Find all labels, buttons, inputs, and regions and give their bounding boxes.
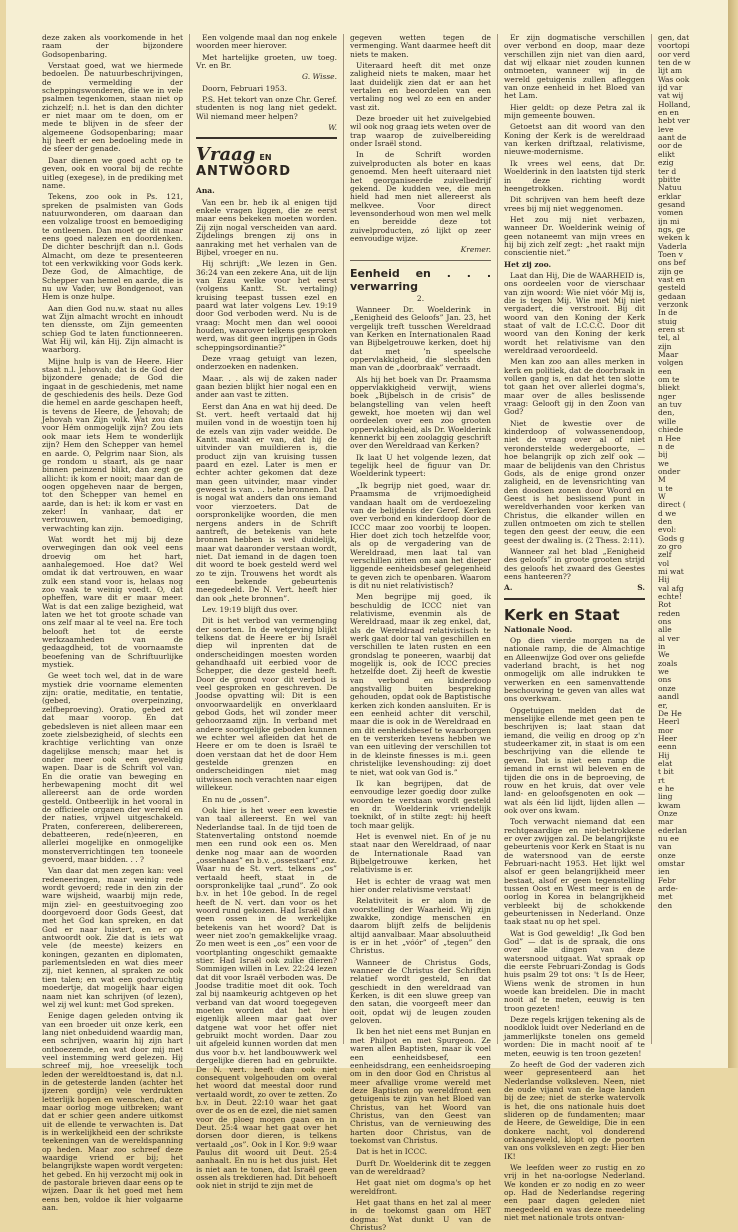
- fragment-line: vol: [658, 558, 670, 568]
- fragment-line: weken k: [658, 233, 690, 243]
- fragment-line: pbitte: [658, 174, 681, 184]
- paragraph: Het is echter de vraag wat men hier onder relativisme verstaat!: [350, 876, 491, 894]
- fragment-line: onze: [658, 683, 676, 693]
- column-rule: [343, 34, 344, 1044]
- fragment-line: oor verd: [658, 49, 691, 59]
- paragraph: Ik kan begrijpen, dat de eenvoudige lezer goedig door zulke woorden te verstaan wordt gesteld en dr. Woelderink vriendelijk toeknikt, of in stilte zegt: hij heeft toch maar gelijk.: [350, 778, 491, 830]
- paragraph: Hij schrijft: „We lezen in Gen. 36:24 van een zekere Ana, uit de lijn van Ezau welke voor het eerst (volgens Kantt. St. vertaling) kruising teepast tussen ezel en paard wat later volgens Lev. 19:19 door God verboden werd. Nu is de vraag: Mocht men dan wel ooooi houden, waarover telkens gesproken werd, was dit geen ingrijpen in Gods scheppingsordinantie?”: [196, 259, 337, 352]
- paragraph: Als hij het boek van Dr. Praamsma oppervlakkigheid verwijt, wiens boek „Bijbelsch in de crisis” de belangstelling van velen heeft gewekt, hoe moeten wij dan wel oordeelen over een zoo grooten oppervlakkigheid, als Dr. Woelderink kennerkt bij een zoolaggig geschrift over den Wereldraad van Kerken?: [350, 374, 491, 451]
- fragment-line: reden: [658, 608, 681, 618]
- paragraph: Relativiteit is er alom in de voorstelling der Waarheid. Wij zijn zwakke, zondige menschen en daarom blijft zelfs de belijdenis altijd aanvalbaar. Maar absoluutheid is er in het „vóór” of „tegen” den Christus.: [350, 896, 491, 956]
- paragraph: Dit is het verbod van vermenging der soorten. In de wetgeving blijkt telkens dat de Heere er bij Israël diep wil inprenten dat de onderscheidingen moesten worden gehandhaafd uit eerbied voor de Schepper, die deze gesteld heeft. Door de grond voor dit verbod is veel gesproken en geschreven. De Joodse opvatting wil: Dit is een onvoorwaardelijk en onverklaard gebod Gods, het wil zonder meer gehoorzaamd zijn. In verband met andere soortgelijke geboden kunnen we echter wel afleiden dat het de Heere er om te doen is Israël te doen verstaan dat het de door Hem gestelde grenzen en onderscheidingen niet mag uitwissen noch verachten naar eigen willekeur.: [196, 616, 337, 793]
- fragment-line: Maar: [658, 350, 679, 360]
- fragment-line: ter d: [658, 166, 677, 176]
- fragment-line: vomen: [658, 208, 684, 218]
- fragment-line: zoals: [658, 658, 678, 668]
- column-4: [504, 33, 645, 1223]
- quote: Men begrijpe mij goed, ik beschuldig de ICCC niet van relativisme, evenmin als de Wereldraad, maar ik zeg enkel, dat, als de Wereldraad relativistisch te werk gaat door tal van geschillen en verschillen te laten rusten en een grondslag te poneeren, waarbij dat mogelijk is, ook de ICCC precies hetzelfde doet. Zij heeft de kwestie van verbond en kinderdoop angstvallig buiten bespreking gehouden, opdat ook de Baptistische kerken zich konden aansluiten. Er is een eenheid achter dit verschil, maar die is ook in de Wereldraad en om dit eenheidsbesef te waarborgen en te versterken tevens hebben we van een uitleving der verschillen tot in de kleinste finesses is m.i. geen christelijke levenshouding: zij doet te niet, wat ook van God is.”: [350, 592, 491, 777]
- paragraph: We leefden weer zo rustig en zo vrij in het na-oorlogse Nederland. We konden er zo nodig en zo weer op. Had de Nederlandse regering een paar dagen geleden niet meegedeeld en was deze meedeling niet met nationale trots ontvan-: [504, 1162, 645, 1223]
- column-rule: [189, 34, 190, 1044]
- paragraph: P.S. Het tekort van onze Chr. Geref. studenten is nog lang niet gedekt. Wil niemand meer helpen?: [196, 95, 337, 121]
- fragment-line: ons: [658, 617, 672, 627]
- fragment-line: er,: [658, 700, 668, 710]
- paragraph: Tekens, zoo ook in Ps. 121, spreken de psalmisten van Gods natuurwonderen, om daaraan dan een volzalige troost en bemoediging te ontleenen. Dan moet ge dit maar eens goed nalezen en doordenken. De dichter beschrijft dan n.l. Gods Almacht, om deze te presenteeren tot een verkwikking voor Gods kerk. Deze God, de Almachtige, de Schepper van hemel en aarde, die is nu uw Vader, uw Bondgenoot, van Hem is onze hulpe.: [42, 192, 183, 302]
- column-rule: [497, 34, 498, 1044]
- paragraph: Hier geldt: op deze Petra zal ik mijn gemeente bouwen.: [504, 102, 645, 121]
- fragment-line: n de: [658, 441, 675, 451]
- fragment-line: an tuv: [658, 400, 682, 410]
- article-number: 2.: [416, 293, 425, 303]
- fragment-line: een: [658, 366, 672, 376]
- fragment-line: zo gro: [658, 541, 682, 551]
- fragment-line: zelf: [658, 550, 672, 560]
- signature: W.: [328, 123, 337, 133]
- fragment-line: bij: [658, 450, 668, 460]
- paragraph: Opgetuigen melden dat de menselijke ellende met geen pen te beschrijven is; laat staan dat iemand, die veilig en droog op z'n studeerkamer zit, in staat is om een beschrijving van die ellende te geven. Dat is niet een ramp die iemand in ernst wil beleven en de tijden die ons in de beproeving, de rouw en het kruis, dat over vele land- en geloofsgenoten en ook — wat als één lid lijdt, lijden allen — ook over ons kwam.: [504, 705, 645, 815]
- fragment-line: ezig: [658, 158, 674, 168]
- fragment-line: met: [658, 892, 673, 902]
- fragment-line: van: [658, 842, 672, 852]
- fragment-line: W: [658, 491, 666, 501]
- paragraph: Van een br. heb ik al enigen tijd enkele vragen liggen, die ze eerst maar eens bekeken moeten worden. Zij zijn nogal verscheiden van aard. Zijdelings brengen zij ons in aanraking met het verhalen van de Bijbel, vroeger en nu.: [196, 197, 337, 257]
- fragment-line: vat wij: [658, 91, 684, 101]
- fragment-line: ijn mi: [658, 216, 680, 226]
- fragment-line: eenn: [658, 742, 677, 752]
- fragment-line: ngs, ge: [658, 224, 686, 234]
- paragraph: Aan dien God nu.w. staat nu alles wat Zijn almacht wrocht en inhoudt ten diensste, om Zijn gemeenten schiep God te laten functionneeren. Wat Hij wil, kán Hij. Zijn almacht is waarborg.: [42, 303, 183, 355]
- fragment-line: mar: [658, 817, 674, 827]
- paragraph: Eenige dagen geleden ontving ik van een broeder uit onze kerk, een lang niet onbeduidend waardig man, een schrijven, waarin hij zijn hart ontboezemde, en wat door mij met veel instemming werd gelezen. Hij schreef mij, hoe vreeselijk toch leden der wereldtoestand is, dat n.l. in de getesterde landen (achter het ijzeren gordijn) vele verdrukten letterlijk hopen en wenschen, dat er maar oorlog moge uitbreken; want dat er schier geen andere uitkomst uit de ellende te verwachten is. Dat is in werkelijkheid een der schrikste teekeningen van de wereldspanning op heden. Maar zoo schreef deze waardige vriend er bij; het belangrijkste wapen wordt vergeten: het gebed. En hij verzocht mij ook in de pastorale brieven daar eens op te wijzen. Daar ik het goed met hem eens ben, voldoe ik hier volgaarne aan.: [42, 1011, 183, 1213]
- signature: Kremer.: [460, 245, 491, 255]
- fragment-line: Heerl: [658, 717, 680, 727]
- paragraph: Eerst dan Ana en wat hij deed. De St. vert. heeft vertaald dat hij muilen vond in de woestijn toen hij de ezels van zijn vader weidde. De Kantt. maakt er van, dat hij de uitvinder van muildieren is, die product zijn van kruising tussen paard en ezel. Later is men er echter achter gekomen dat deze man geen uitvinder, maar vinder geweest is van. . . hete bronnen. Dat is nogal wat anders dan ons iemand voor vierzoeters. Dat de oorspronkelijke woorden, die men nergens anders in de Schrift aantreft, de betekenis van hete bronnen hebben is wel duidelijk, maar wat daaronder verstaan wordt, niet. Dat iemand in de dagen toen dit woord te boek gesteld werd wel zo te zijn. Trouwens het wordt als een bekende gebeurtenis meegedeeld. De N. Vert. heeft hier dan ook „hete bronnen”.: [196, 401, 337, 603]
- section-divider: [350, 260, 491, 261]
- author-initials: [504, 584, 645, 592]
- fragment-line: Vaderla: [658, 241, 687, 251]
- paragraph: Mijne hulp is van de Heere. Hier staat n.l. Jehovah; dat is de God der bijzondere genade; de God die ingaat in de geschiedenis, met name de geschiedenis des heils. Deze God die hemel en aarde geschapen heeft, is tevens de Heere, de Jehovah; de Jehovah van Zijn volk. Wat zou dan voor Hém onmogelijk zijn? Zou iets ook maar iets Hem te wonderlijk zijn? Hem den Schepper van hemel en aarde. O, Pelgrim naar Sion, als ge rondom u staart, als ge naar binnen peinzend blikt, dan zegt ge allicht: ik kom er nooit; maar dan de oogen opgeheven naar de bergen, tot den Schepper van hemel en aarde, dan is het: ik kom er vast en zeker! In vanhaar, dat er vertrouwen, bemoediging, verwachting kan zijn.: [42, 356, 183, 533]
- fragment-line: Onze: [658, 808, 678, 818]
- fragment-line: val afg: [658, 583, 684, 593]
- fragment-line: ijd var: [658, 83, 683, 93]
- fragment-line: kwam: [658, 800, 681, 810]
- fragment-line: eren st: [658, 325, 685, 335]
- paragraph: Wat is God geweldig! „Ik God ben God” — dat is de spraak, die ons over alle dingen van deze watersnood uitgaat. Wat spraak op die eerste Februari-Zondag is Gods huis psalm 29 tot ons: 't Is de Heer, Wiens wenk de stromen in hun woede kan breidelen. Die in macht nooit af te meten, eeuwig is ten troon gezeten!: [504, 928, 645, 1013]
- paragraph: Ook hier is het weer een kwestie van taal allereerst. En wel van Nederlandse taal. In de tijd toen de Statenvertaling ontstond noemde men een rund ook een os. Men denke nog maar aan de woorden „ossenhaas” en b.v. „ossestaart” enz. Waar nu de St. vert. telkens „os” vertaald heeft, staat in de oorspronkelijke taal „rund”. Zo ook b.v. in het 10e gebod. In de regel heeft de N. vert. dan voor os het woord rund gekozen. Had Israël dan geen ossen in de werkelijke betekenis van het woord? Dat is weer niet zoo'n gemakkelijke vraag. Zo men weet is een „os” een voor de voortplanting ongeschikt gemaakte stier. Had Israël ook zulke dieren? Sommigen willen in Lev. 22:24 lezen dat dit voor Israël verboden was. De Joodse traditie moet dit ook. Toch zal bij naamkeurig achtgeven op het verband van dat woord toegegeven moeten worden dat het hier eigenlijk alleen maar gaat over datgene wat voor het offer niet gebruikt mocht worden. Daar zou uit afgeleid kunnen worden dat men dus voor b.v. het landbouwwerk wel dergelijke dieren had en gebruikte. De N. vert. heeft dan ook niet consequent volgehouden om overal het woord dat meestal door rund vertaald wordt, zo over te zetten. Zo b.v. in Deut. 22:10 waar het gaat over de os en de ezel, die niet samen voor de ploeg mogen gaan en in Deut. 25:4 waar het gaat over het dorsen door dieren, is telkens vertaald „os”. Ook in I Kor. 9:9 waar Paulus dit woord uit Deut. 25:4 aanhaalt. En nu is het dus juist. Het is niet aan te tonen, dat Israël geen ossen als trekdieren had. Dit behoeft ook niet in strijd te zijn met de: [196, 805, 337, 1191]
- paragraph: Ge weet toch wel, dat in de ware mystiek drie voorname elementen zijn: oratie, meditatie, en tentatie, (gebed, overpeinzing, zelfbeproeving). Oratio, gebed zet dat maar voorop. En dat gebedsleven is niet alleen maar een zoete zielsbezigheid, of slechts een krachtige verlichting van onze dagelijkse mensch; maar het is onder meer ook een geweldig wapen. Daar is de Schrift vol van. En die oratie van beweging en herbewapening mocht dit wel allereerst aan de orde worden gesteld. Ontbeerlijk in het vooral in de officieele organen der wereld en der naties, vrijwel uitgeschakeld. Praten, conferereen, deliberereen, debatteeren, rede(n)eeren, en allerlei mogelijke en onmogelijke monsterverrichtingen ten tooneele gevoerd, maar bidden. . . ?: [42, 671, 183, 864]
- paragraph: Durft Dr. Woelderink dit te zeggen van de wereldraad?: [350, 1158, 491, 1176]
- paragraph: In de Schrift worden zuivelproducten als boter en kaas genoemd. Men heeft uiteraard niet het georganiseerde zuivelbedrijf gekend. De kudden vee, die men hield had men niet allereerst als melkvee. Voor direct levensonderhoud won men wel melk en bereidde deze tot zuivelproducten, zó lijkt op zeer eenvoudige wijze.: [350, 150, 491, 243]
- heading-en: EN: [259, 153, 272, 163]
- paragraph: Maar. . . als wij de zaken nader gaan bezien blijkt hier nogal een en ander aan vast te zitten.: [196, 373, 337, 400]
- paragraph: Een volgende maal dan nog enkele woorden meer hierover.: [196, 33, 337, 51]
- fragment-line: arde-: [658, 884, 678, 894]
- fragment-line: direct (: [658, 500, 686, 510]
- paragraph: Wat wordt het mij bij deze overwegingen dan ook veel eens droevig om het hart, aanhalegemoed. Hoe dat? Wel omdat ik dat vertrouwen, en waar zulk een stand voor is, helaas nog zoo vaak te weinig voedt. O, dat opheffen, ware dit er maar meer. Wat is dat een zalige bezigheid, wat laten we het tot groote schade van ons zelf maar al te veel na. Ere toch belooft het tot de eerste werkzaamheden van de gedaagdheid, tot de voornaamste beoefening van de Schriftuurlijke mystiek.: [42, 534, 183, 670]
- fragment-line: Gods g: [658, 533, 685, 543]
- paragraph: Deze broeder uit het zuivelgebied wil ook nog graag iets weten over de trap waarop de zuivelbereiding onder Israël stond.: [350, 114, 491, 149]
- fragment-line: ten de w: [658, 58, 691, 68]
- paragraph: Wanneer Dr. Woelderink in „Eenigheid des Geloofs” Jan. 23, het vergelijk treft tusschen Wereldraad van Kerken en Internationalen Raad van Bijbelgetrouwe kerken, doet hij dat met ’n speelsche oppervlakkigheid, die slechts den man van de „doorbraak” verraadt.: [350, 304, 491, 373]
- fragment-line: voortopi: [658, 41, 690, 51]
- paragraph: Getoetst aan dit woord van den Koning der Kerk is de wereldraad van kerken driftzaal, relativisme, nieuwe-modernisme.: [504, 122, 645, 157]
- fragment-line: in: [658, 642, 666, 652]
- fragment-line: zijn: [658, 341, 672, 351]
- fragment-line: We: [658, 650, 670, 660]
- section-divider: [504, 598, 645, 600]
- fragment-line: echte!: [658, 592, 682, 602]
- fragment-line: wille: [658, 416, 677, 426]
- fragment-line: gedaan: [658, 291, 686, 301]
- paragraph: Het gaat niet om dogma's op het wereldfront.: [350, 1178, 491, 1196]
- paragraph: Dat is het in ICCC.: [356, 1147, 428, 1157]
- paragraph: Het gaat thans en het zal al meer in de toekomst gaan om HET dogma: Wat dunkt U van de Christus?: [350, 1198, 491, 1232]
- fragment-line: ederlan: [658, 825, 687, 835]
- fragment-line: gesteld: [658, 283, 686, 293]
- subheading: Nationale Nood.: [504, 624, 573, 634]
- newspaper-page: [6, 0, 729, 1232]
- paragraph: Verstaat goed, wat we hiermede bedoelen. De natuurbeschrijvingen, de vermelding der scheppingswonderen, die we in vele psalmen tegenkomen, staan niet op zichzelf; n.l. het is dan den dichter er niet maar om te doen, om er mede te blijven in de sfeer der algemeene Godsopenbaring; maar hij heeft er een bedoeling mede in de sfeer der genade.: [42, 61, 183, 154]
- fragment-line: elikt: [658, 149, 675, 159]
- paragraph: Niet de kwestie over de kinderdoop of volwassenendoop, niet de vraag over al of niet veronderstelde wedergeboorte, — hoe belangrijk op zich zelf ook — maar de belijdenis van den Christus Gods, als de enige grond onzer zaligheid, en de levensrichting van den doodsen zonen door Woord en Geest is het beslissend punt in wereldverhanden voor kerken van Christus, die elkander willen en zullen ontmoeten om zich te stellen tegen den geest der eeuw, die een geest der dwaling is. (2 Thess. 2:11).: [504, 418, 645, 545]
- fragment-line: ons bef: [658, 258, 686, 268]
- fragment-line: aandl: [658, 692, 679, 702]
- fragment-line: den: [658, 516, 673, 526]
- quote: „Ik begrijp niet goed, waar dr. Praamsma de vrijmoedigheid vandaan haalt om de verdoezeling van de belijdenis der Geref. Kerken over verbond en kinderdoop door de ICCC maar zoo voorbij te loopen. Hier doet zich toch hetzelfde voor, als op de vergadering van de Wereldraad, men laat tal van verschillen zitten om aan het dieper liggende eenheidsbesef gelegenheid te geven zich te openbaren. Waarom is dit nu niet relativistisch?: [350, 480, 491, 590]
- article-title-kerk-en-staat: Kerk en Staat: [504, 605, 620, 624]
- fragment-line: stuig: [658, 316, 677, 326]
- initial-a: A.: [504, 583, 513, 593]
- fragment-line: rt: [658, 775, 665, 785]
- fragment-line: Febr: [658, 875, 676, 885]
- page-edge: [728, 0, 738, 1068]
- fragment-line: e he: [658, 783, 675, 793]
- paragraph: Uiteraard heeft dit met onze zaligheid niets te maken, maar het laat duidelijk zien dat er aan het vertalen en beoordelen van een vertaling nog wel zo een en ander vast zit.: [350, 61, 491, 112]
- article-title-eenheid: Eenheid en . . . verwarring: [350, 266, 491, 293]
- fragment-line: nger: [658, 391, 676, 401]
- paragraph: Deze regels krijgen tekening als de noodklok luidt over Nederland en de jammerlijkste tonelen ons gemeld worden: Die in macht nooit af te meten, eeuwig is ten troon gezeten!: [504, 1015, 645, 1058]
- fragment-line: aant de: [658, 133, 687, 143]
- fragment-line: bliekt: [658, 383, 680, 393]
- paragraph: Lev. 19:19 blijft dus over.: [202, 604, 298, 614]
- paragraph: Wanneer zal het blad „Eenigheid des geloofs” in groote grooten strijd des geloofs het zwaard des Geestes eens hanteeren??: [504, 546, 645, 581]
- fragment-line: mor: [658, 725, 674, 735]
- fragment-lines: [658, 34, 726, 910]
- fragment-line: ien: [658, 867, 670, 877]
- fragment-line: ons: [658, 675, 672, 685]
- fragment-line: onder: [658, 466, 681, 476]
- fragment-line: gesand: [658, 199, 686, 209]
- column-1: [42, 33, 183, 1213]
- paragraph: Het zij zoo.: [504, 259, 552, 269]
- column-2: [196, 33, 337, 1191]
- fragment-line: u te: [658, 483, 673, 493]
- fragment-line: omstar: [658, 859, 685, 869]
- fragment-line: Holland,: [658, 99, 691, 109]
- fragment-line: t bit: [658, 767, 674, 777]
- fragment-line: oor de: [658, 141, 683, 151]
- fragment-line: mi wat: [658, 567, 684, 576]
- paragraph: Van daar dat men zegen kan: veel redeneeringen, maar weinig rede wordt gevoerd; rede in den zin der ware wijsheid, waarbij mijn rede, mijn ziel- en geestuitvoeging zoo doorgevoerd door Gods Geest, dat met het God kan spreken, en dat God er naar luistert, en er op antwoordt ook. Zie dat is iets wat vele (de meeste) keizers en koningen, gezanten en diplomaten, parlementsleden en wat dies meer zij, niet kennen, al spraken ze ook tien talen; en wat een godvruchtig moedertje, dat mogelijk haar eigen naam niet kan schrijven (of lezen), wel zij wel kunt: met God spreken.: [42, 866, 183, 1009]
- fragment-line: leve: [658, 124, 674, 134]
- fragment-line: n Hee: [658, 433, 681, 443]
- paragraph: Ik ben het niet eens met Bunjan en met Philpot en met Spurgeon. Ze waren allen Baptisten, maar ik voel een eenheidsbesef, een eenheidsdrang, een eenheidsroeping om in den door God en Christus al meer afvallige vrome wereld met deze Baptisten op wereldfront een getuigenis te zijn van het Bloed van Christus, van het Woord van Christus, van den Geest van Christus, van de vernieuwing des harten door Christus, van de toekomst van Christus.: [350, 1027, 491, 1145]
- fragment-line: gen, dat: [658, 33, 690, 42]
- vraag-en-antwoord-heading: [196, 146, 337, 179]
- fragment-line: M: [658, 475, 666, 485]
- fragment-line: hebt ver: [658, 116, 690, 126]
- fragment-line: vast en: [658, 274, 686, 284]
- fragment-line: en en: [658, 108, 679, 118]
- fragment-line: volgen: [658, 358, 684, 368]
- paragraph: Het is evenwel niet. En of je nu staat naar den Wereldraad, of naar de Internationale Raad van Bijbelgetrouwe kerken, het relativisme is er.: [350, 831, 491, 875]
- fragment-line: onze: [658, 850, 676, 860]
- paragraph: Daar dienen we goed acht op te geven, ook en vooral bij de rechte uitleg (exegese), in de prediking met name.: [42, 155, 183, 190]
- section-divider: [196, 137, 337, 139]
- fragment-line: evol:: [658, 525, 677, 535]
- paragraph: Er zijn dogmatische verschillen over verbond en doop, maar deze verschillen zijn niet van dien aard, dat wij elkaar niet zouden kunnen ontmoeten, wanneer wij in de wereld getuigenis zullen afleggen van onze eenheid in het Bloed van het Lam.: [504, 33, 645, 101]
- fragment-line: den,: [658, 408, 675, 418]
- paragraph: deze zaken als voorkomende in het raam der bijzondere Godsopenbaring.: [42, 33, 183, 59]
- fragment-line: ling: [658, 792, 673, 802]
- paragraph: Met hartelijke groeten, uw toeg. Vr. en Br.: [196, 52, 337, 71]
- fragment-line: we: [658, 667, 669, 677]
- subheading: Ana.: [196, 186, 215, 196]
- column-5-fragment: [658, 34, 726, 1044]
- fragment-line: Hij: [658, 575, 670, 585]
- fragment-line: alle: [658, 625, 672, 635]
- paragraph: gegeven wetten tegen de vermenging. Want daarmee heeft dit niets te maken.: [350, 33, 491, 59]
- fragment-line: we: [658, 458, 669, 468]
- fragment-line: d we: [658, 508, 677, 518]
- fragment-line: Rot: [658, 600, 672, 610]
- paragraph: En nu de „ossen”.: [202, 794, 270, 804]
- heading-vraag: Vraag: [196, 144, 256, 166]
- column-rule: [651, 34, 652, 1044]
- paragraph: Het zou mij niet verbazen, wanneer Dr. Woelderink weinig of geen notaneemt van mijn vrees en hij bij zich zelf zegt: „het raakt mijn conscientie niet.”: [504, 214, 645, 258]
- paragraph: Zo heeft de God der vaderen zich weer gepresenteerd aan het Nederlandse volksleven. Neen, niet de oude vijand van de lage landen bij de zee; niet de sterke watervolk is het, die ons nationale huis doet slideren op de fundamenten; maar de Heere, de Geweldige, Die in een donkere nacht, vol donderend orkaangeweld, klopt op de poorten van ons volksleven en zegt: Hier ben IK!: [504, 1059, 645, 1161]
- fragment-line: Heer: [658, 733, 678, 743]
- fragment-line: den: [658, 900, 673, 910]
- fragment-line: verzonk: [658, 300, 689, 309]
- fragment-line: Hij: [658, 750, 670, 760]
- paragraph: Deze vraag getuigt van lezen, onderzoeken en nadenken.: [196, 353, 337, 372]
- dateline: Doorn, Februari 1953.: [202, 83, 287, 93]
- paragraph: Dit schrijven van hem heeft deze vrees bij mij niet weggenomen.: [504, 195, 645, 213]
- fragment-line: Natuu: [658, 183, 682, 193]
- paragraph: Ik vrees wel eens, dat Dr. Woelderink in den laatsten tijd sterk in deze richting wordt heengetrokken.: [504, 158, 645, 193]
- paragraph: Toch verwacht niemand dat een rechtgeaardige en niet-betrokkene er over zwijgen zal. De belangrijkste gebeurtenis voor Kerk en Staat is nu de watersnood van de eerste Februari-nacht 1953. Het lijkt wel alsof er geen belangrijkheid meer bestaat, alsof er geen tegenstelling tussen Oost en West meer is en de oorlog in Korea in belangrijkheid verbleekt bij de schokkende gebeurtenissen in Nederland. Onze taak staat nu op het spel.: [504, 817, 645, 927]
- fragment-line: lijt am: [658, 66, 683, 76]
- paragraph: Men kan zoo aan alles merken in kerk en politiek, dat de doorbraak in vollen gang is, en dat het ten slotte tot gaan het over allerlei dogma's, maar over de alles beslissende vraag: Gelooft gij in den Zoon van God?: [504, 357, 645, 417]
- fragment-line: In de: [658, 308, 678, 318]
- fragment-line: Was ook: [658, 74, 690, 84]
- fragment-line: chiede: [658, 425, 684, 435]
- signature: G. Wisse.: [302, 72, 337, 82]
- fragment-line: elat: [658, 758, 673, 768]
- fragment-line: erklar: [658, 191, 682, 201]
- fragment-line: al ver: [658, 633, 680, 643]
- heading-antwoord: ANTWOORD: [196, 164, 292, 180]
- fragment-line: nu ee: [658, 834, 679, 843]
- paragraph: Wanneer de Christus Gods, wanneer de Christus der Schriften relatief wordt gesteld, en dat geschiedt in den wereldraad van Kerken, is dit een sluwe greep van den satan, die voorgeeft meer dan ooit, opdat wij de leugen zouden geloven.: [350, 957, 491, 1026]
- column-3: [350, 33, 491, 1232]
- initial-s: S.: [637, 583, 645, 593]
- paragraph: Op dien vierde morgen na de nationale ramp, die de Almachtige en Alleenwijze God over ons geliefde vaderland bracht, is het nog onmogelijk om alle indrukken te verwerken en een samenvattende beschouwing te geven van alles wat ons overkwam.: [504, 636, 645, 704]
- fragment-line: zijn ge: [658, 266, 684, 276]
- paragraph: Ik laat U het volgende lezen, dat tegelijk heel de figuur van Dr. Woelderink typeert:: [350, 452, 491, 479]
- paragraph: Laat dan Hij, Die de WAARHEID is, ons oordeelen voor de vierschaar van zijn woord: Wie niet vóór Mij is, die is tegen Mij. Wie met Mij niet vergadert, die verstrooit. Bij dit woord van den Koning der Kerk staat of valt de I.C.C.C. Door dit woord van den Koning der kerk wordt het relativisme van den wereldraad veroordeeld.: [504, 270, 645, 356]
- fragment-line: tel, al: [658, 333, 680, 343]
- fragment-line: De He: [658, 708, 682, 718]
- fragment-line: Toen v: [658, 249, 683, 259]
- fragment-line: om te: [658, 375, 680, 385]
